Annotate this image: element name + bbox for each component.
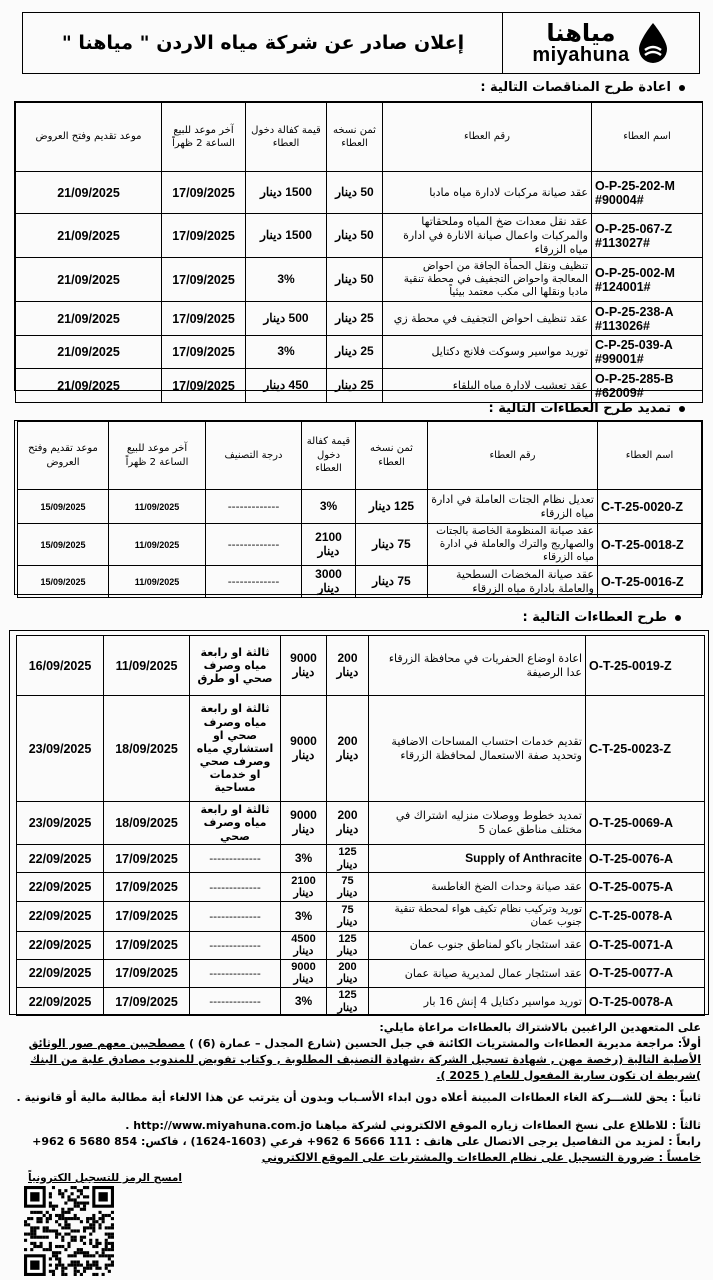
- qr-caption: امسح الرمز للتسجيل الكترونياً: [28, 1172, 183, 1184]
- logo-arabic-text: مياهنا: [546, 19, 616, 47]
- notes-second: ثانياً : يحق للشـــركة الغاء العطاءات المبينة أعلاه دون ابداء الأسـباب وبدون أن يترتب عن هذا الالغاء أية مطالبة مالية أو قانونية .: [16, 1090, 701, 1104]
- section2-frame: [14, 420, 703, 595]
- copy-price: 125 دينار: [327, 931, 369, 959]
- copy-price: 50 دينار: [327, 214, 383, 258]
- section1-table: [15, 102, 703, 403]
- section3-title-text: طرح العطاءات التالية :: [522, 610, 667, 625]
- table-row: [17, 636, 705, 696]
- copy-price: 75 دينار: [327, 902, 369, 931]
- bullet-icon: [679, 85, 685, 91]
- qr-code[interactable]: [24, 1186, 118, 1276]
- tender-name: عقد نقل معدات ضخ المياه وملحقاتها والمركبات واعمال صيانة الانارة في ادارة مياه الزرقاء: [383, 214, 592, 258]
- page-title: إعلان صادر عن شركة مياه الاردن " مياهنا ": [61, 32, 465, 54]
- col-header-classification: درجة التصنيف: [206, 422, 302, 490]
- sale-deadline: 18/09/2025: [104, 802, 190, 845]
- copy-price: 50 دينار: [327, 172, 383, 214]
- tender-name: عقد صيانة مركبات لادارة مياه مادبا: [383, 172, 592, 214]
- copy-price: 25 دينار: [327, 302, 383, 336]
- water-drop-icon: [636, 22, 670, 64]
- copy-price: 125 دينار: [356, 490, 428, 524]
- tender-name: عقد تعشيب لادارة مياه البلقاء: [383, 369, 592, 403]
- classification: -------------: [190, 931, 281, 959]
- tender-code: C-T-25-0020-Z: [598, 490, 702, 524]
- bond-value: 3%: [246, 336, 327, 369]
- col-header-tender-name: اسم العطاء: [598, 422, 702, 490]
- table-row: [16, 302, 703, 336]
- col-header-tender-number: رقم العطاء: [383, 103, 592, 172]
- section2-title-text: تمديد طرح العطاءات التالية :: [488, 401, 671, 416]
- tender-code: C-T-25-0023-Z: [586, 696, 705, 802]
- opening-date: 22/09/2025: [17, 988, 104, 1016]
- opening-date: 15/09/2025: [18, 524, 109, 566]
- bond-value: 4500 دينار: [281, 931, 327, 959]
- notes-block: [11, 1020, 701, 1166]
- classification: -------------: [206, 490, 302, 524]
- copy-price: 25 دينار: [327, 336, 383, 369]
- section3-title: [523, 610, 681, 625]
- announcement-header: [22, 12, 700, 74]
- notes-third: ثالثاً : للاطلاع على نسخ العطاءات زياره الموقع الالكتروني لشركة مياهنا http://www.miyahuna.com.jo .: [125, 1118, 701, 1132]
- col-header-tender-number: رقم العطاء: [428, 422, 598, 490]
- col-header-bond-value: قيمة كفالة دخول العطاء: [246, 103, 327, 172]
- copy-price: 75 دينار: [327, 873, 369, 902]
- opening-date: 21/09/2025: [16, 302, 162, 336]
- sale-deadline: 17/09/2025: [104, 988, 190, 1016]
- tender-name: توريد مواسير دكتايل 4 إنش 16 بار: [369, 988, 586, 1016]
- col-header-copy-price: ثمن نسخه العطاء: [356, 422, 428, 490]
- tender-code: O-T-25-0069-A: [586, 802, 705, 845]
- bond-value: 9000 دينار: [281, 696, 327, 802]
- tender-code: O-P-25-067-Z #113027#: [592, 214, 703, 258]
- bond-value: 3%: [246, 258, 327, 302]
- classification: ثالثة او رابعة مياه وصرف صحي: [190, 802, 281, 845]
- bond-value: 3%: [281, 988, 327, 1016]
- copy-price: 200 دينار: [327, 802, 369, 845]
- tender-name: عقد صيانة المخضات السطحية والعاملة بادارة مياه الزرقاء: [428, 566, 598, 598]
- tender-code: O-T-25-0016-Z: [598, 566, 702, 598]
- sale-deadline: 11/09/2025: [104, 636, 190, 696]
- table-row: [17, 802, 705, 845]
- bond-value: 3%: [281, 902, 327, 931]
- classification: -------------: [190, 873, 281, 902]
- notes-first: [11, 1036, 701, 1084]
- sale-deadline: 18/09/2025: [104, 696, 190, 802]
- table-row: [18, 490, 702, 524]
- tender-code: O-T-25-0019-Z: [586, 636, 705, 696]
- bond-value: 3%: [281, 845, 327, 873]
- table-row: [16, 172, 703, 214]
- bond-value: 2100 دينار: [302, 524, 356, 566]
- bond-value: 3%: [302, 490, 356, 524]
- tender-name: توريد مواسير وسوكت فلانج دكتايل: [383, 336, 592, 369]
- bullet-icon: [675, 615, 681, 621]
- classification: -------------: [190, 902, 281, 931]
- notes-fifth: خامساً : ضرورة التسجيل على نظام العطاءات والمشتريات على الموقع الالكتروني: [261, 1150, 701, 1164]
- notes-intro: على المتعهدين الراغبين بالاشتراك بالعطاءات مراعاة مايلي:: [379, 1021, 701, 1034]
- col-header-sale-deadline: آخر موعد للبيع الساعة 2 ظهراً: [162, 103, 246, 172]
- tender-code: O-T-25-0018-Z: [598, 524, 702, 566]
- sale-deadline: 17/09/2025: [162, 258, 246, 302]
- tender-code: O-T-25-0076-A: [586, 845, 705, 873]
- notes-fourth: رابعاً : لمزيد من التفاصيل يرجى الاتصال على هاتف : 111 5666 6 962+ فرعي (1603-1624) ، فاكس: 854 5680 6 962+: [32, 1134, 701, 1148]
- table-row: [17, 902, 705, 931]
- col-header-bond-value: قيمة كفالة دخول العطاء: [302, 422, 356, 490]
- section1-title-text: اعادة طرح المناقصات التالية :: [480, 80, 671, 95]
- sale-deadline: 17/09/2025: [104, 873, 190, 902]
- col-header-copy-price: ثمن نسخه العطاء: [327, 103, 383, 172]
- copy-price: 125 دينار: [327, 988, 369, 1016]
- opening-date: 22/09/2025: [17, 873, 104, 902]
- table-row: [16, 214, 703, 258]
- classification: -------------: [190, 959, 281, 987]
- bond-value: 500 دينار: [246, 302, 327, 336]
- bond-value: 450 دينار: [246, 369, 327, 403]
- tender-name: اعادة اوضاع الحفريات في محافظة الزرقاء عدا الرصيفة: [369, 636, 586, 696]
- bullet-icon: [679, 406, 685, 412]
- tender-name: عقد استئجار باكو لمناطق جنوب عمان: [369, 931, 586, 959]
- opening-date: 21/09/2025: [16, 214, 162, 258]
- tender-name: توريد وتركيب نظام تكيف هواء لمحطة تنقية جنوب عمان: [369, 902, 586, 931]
- opening-date: 22/09/2025: [17, 931, 104, 959]
- copy-price: 75 دينار: [356, 566, 428, 598]
- copy-price: 125 دينار: [327, 845, 369, 873]
- bond-value: 2100 دينار: [281, 873, 327, 902]
- table-row: [17, 845, 705, 873]
- copy-price: 200 دينار: [327, 636, 369, 696]
- tender-name: تمديد خطوط ووصلات منزليه اشتراك في مختلف مناطق عمان 5: [369, 802, 586, 845]
- opening-date: 22/09/2025: [17, 959, 104, 987]
- tender-code: O-P-25-002-M #124001#: [592, 258, 703, 302]
- copy-price: 50 دينار: [327, 258, 383, 302]
- tender-name: تنظيف ونقل الحمأة الجافة من احواض المعالجة واحواض التجفيف في محطة تنقية مادبا ونقلها الى مكب معتمد بيئياً: [383, 258, 592, 302]
- bond-value: 9000 دينار: [281, 959, 327, 987]
- col-header-opening-date: موعد تقديم وفتح العروض: [18, 422, 109, 490]
- sale-deadline: 11/09/2025: [109, 566, 206, 598]
- tender-name: تعديل نظام الجتات العاملة في ادارة مياه الزرقاء: [428, 490, 598, 524]
- col-header-opening-date: موعد تقديم وفتح العروض: [16, 103, 162, 172]
- opening-date: 21/09/2025: [16, 336, 162, 369]
- tender-name: عقد استئجار عمال لمديرية صيانة عمان: [369, 959, 586, 987]
- col-header-sale-deadline: آخر موعد للبيع الساعة 2 ظهراً: [109, 422, 206, 490]
- table-row: [17, 696, 705, 802]
- tender-name: عقد صيانة وحدات الضخ الغاطسة: [369, 873, 586, 902]
- opening-date: 21/09/2025: [16, 369, 162, 403]
- tender-code: O-T-25-0075-A: [586, 873, 705, 902]
- sale-deadline: 11/09/2025: [109, 524, 206, 566]
- table-row: [17, 988, 705, 1016]
- sale-deadline: 17/09/2025: [162, 172, 246, 214]
- table-row: [17, 873, 705, 902]
- bond-value: 1500 دينار: [246, 172, 327, 214]
- tender-code: O-P-25-202-M #90004#: [592, 172, 703, 214]
- classification: ثالثة او رابعة مياه وصرف صحي او استشاري مياه وصرف صحي او خدمات مساحية: [190, 696, 281, 802]
- sale-deadline: 17/09/2025: [162, 369, 246, 403]
- section2-header-row: [18, 422, 702, 490]
- opening-date: 22/09/2025: [17, 902, 104, 931]
- bond-value: 3000 دينار: [302, 566, 356, 598]
- classification: -------------: [206, 524, 302, 566]
- table-row: [18, 524, 702, 566]
- classification: -------------: [190, 988, 281, 1016]
- tender-name: Supply of Anthracite: [369, 845, 586, 873]
- section2-title: [489, 401, 685, 416]
- table-row: [16, 336, 703, 369]
- opening-date: 15/09/2025: [18, 490, 109, 524]
- opening-date: 16/09/2025: [17, 636, 104, 696]
- copy-price: 75 دينار: [356, 524, 428, 566]
- section1-frame: [14, 101, 703, 400]
- classification: -------------: [190, 845, 281, 873]
- opening-date: 23/09/2025: [17, 696, 104, 802]
- logo-english-text: miyahuna: [532, 44, 630, 66]
- tender-name: عقد صيانة المنظومة الخاصة بالجتات والصهاريج والترك والعاملة في ادارة مياه الزرقاء: [428, 524, 598, 566]
- bond-value: 9000 دينار: [281, 802, 327, 845]
- section3-frame: [9, 630, 709, 1015]
- opening-date: 23/09/2025: [17, 802, 104, 845]
- sale-deadline: 17/09/2025: [104, 931, 190, 959]
- table-row: [18, 566, 702, 598]
- copy-price: 200 دينار: [327, 696, 369, 802]
- qr-code-image: [24, 1186, 114, 1276]
- tender-code: O-T-25-0071-A: [586, 931, 705, 959]
- section1-title: [480, 80, 685, 95]
- notes-first-b: مصطحبين معهم صور الوثائق الأصلية التالية (رخصة مهن , شهادة تسجيل الشركة ،شهادة التصنيف المطلوبة , وكتاب تفويض للمندوب مصادق علية من البنك )شريطة ان تكون سارية المفعول للعام ( 2025 ).: [28, 1036, 701, 1082]
- section2-table: [17, 421, 702, 598]
- notes-first-a: أولاً: مراجعة مديرية العطاءات والمشتريات الكائنة في جبل الحسين (شارع المجدل – عمارة (6) ): [188, 1036, 701, 1050]
- opening-date: 15/09/2025: [18, 566, 109, 598]
- sale-deadline: 17/09/2025: [162, 302, 246, 336]
- sale-deadline: 17/09/2025: [162, 214, 246, 258]
- copy-price: 200 دينار: [327, 959, 369, 987]
- tender-name: عقد تنظيف احواض التجفيف في محطة زي: [383, 302, 592, 336]
- tender-code: O-T-25-0078-A: [586, 988, 705, 1016]
- miyahuna-logo: [502, 13, 699, 73]
- opening-date: 21/09/2025: [16, 258, 162, 302]
- bond-value: 1500 دينار: [246, 214, 327, 258]
- copy-price: 25 دينار: [327, 369, 383, 403]
- tender-code: O-T-25-0077-A: [586, 959, 705, 987]
- table-row: [16, 369, 703, 403]
- sale-deadline: 11/09/2025: [109, 490, 206, 524]
- tender-code: C-P-25-039-A #99001#: [592, 336, 703, 369]
- table-row: [17, 959, 705, 987]
- sale-deadline: 17/09/2025: [104, 959, 190, 987]
- col-header-tender-name: اسم العطاء: [592, 103, 703, 172]
- section1-header-row: [16, 103, 703, 172]
- sale-deadline: 17/09/2025: [104, 902, 190, 931]
- tender-name: تقديم خدمات احتساب المساحات الاضافية وتحديد صفة الاستعمال لمحافظة الزرقاء: [369, 696, 586, 802]
- tender-code: C-T-25-0078-A: [586, 902, 705, 931]
- section3-table: [16, 635, 705, 1016]
- sale-deadline: 17/09/2025: [104, 845, 190, 873]
- classification: -------------: [206, 566, 302, 598]
- sale-deadline: 17/09/2025: [162, 336, 246, 369]
- table-row: [17, 931, 705, 959]
- table-row: [16, 258, 703, 302]
- tender-code: O-P-25-285-B #62009#: [592, 369, 703, 403]
- bond-value: 9000 دينار: [281, 636, 327, 696]
- tender-code: O-P-25-238-A #113026#: [592, 302, 703, 336]
- opening-date: 21/09/2025: [16, 172, 162, 214]
- classification: ثالثة او رابعة مياه وصرف صحي او طرق: [190, 636, 281, 696]
- opening-date: 22/09/2025: [17, 845, 104, 873]
